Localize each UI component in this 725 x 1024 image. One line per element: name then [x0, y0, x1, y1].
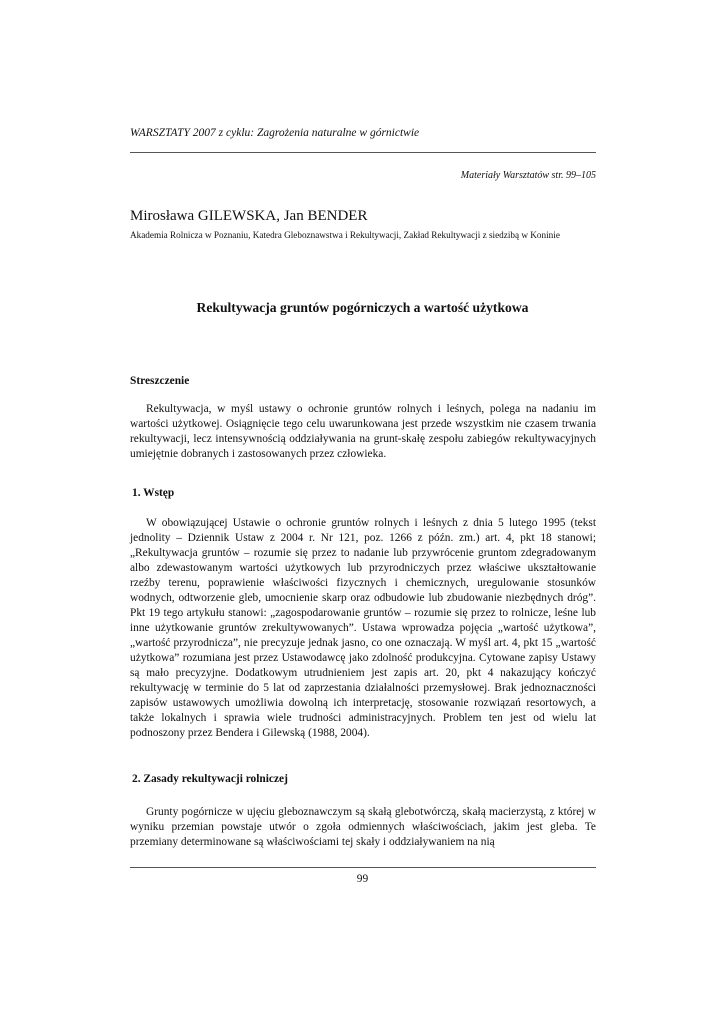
abstract-text: Rekultywacja, w myśl ustawy o ochronie gruntów rolnych i leśnych, polega na nadaniu im wartości użytkowej. Osiągnięcie tego celu uwarunkowana jest przede wszystkim nie czasem trwania rekultywacji, lecz intensywnością oddziaływania na grunt-skałę zespołu zabiegów rekultywacyjnych umiejętnie dobranych i zastosowanych przez człowieka. — [130, 403, 596, 460]
abstract-heading: Streszczenie — [130, 375, 190, 387]
section-1-text: W obowiązującej Ustawie o ochronie gruntów rolnych i leśnych z dnia 5 lutego 1995 (tekst jednolity – Dziennik Ustaw z 2004 r. Nr 121, poz. 1266 z późn. zm.) art. 4, pkt 18 stanowi; „Rekultywacja gruntów – rozumie się przez to nadanie lub przywrócenie gruntom zdegradowanym albo zdewastowanym wartości użytkowych lub przyrodniczych przez właściwe ukształtowanie rzeźby terenu, poprawienie właściwości fizycznych i chemicznych, uregulowanie stosunków wodnych, odtworzenie gleb, umocnienie skarp oraz odbudowie lub zbudowanie niezbędnych dróg”. Pkt 19 tego artykułu stanowi: „zagospodarowanie gruntów – rozumie się przez to rolnicze, leśne lub inne użytkowanie gruntów zrekultywowanych”. Ustawa wprowadza pojęcia „wartość użytkowa”, „wartość przyrodnicza”, nie precyzuje jednak jasno, co one oznaczają. W myśl art. 4, pkt 15 „wartość użytkowa” rozumiana jest przez Ustawodawcę jako zdolność produkcyjna. Cytowane zapisy Ustawy są mało precyzyjne. Dodatkowym utrudnieniem jest zapis art. 20, pkt 4 nakazujący kończyć rekultywację w terminie do 5 lat od zaprzestania działalności przemysłowej. Brak jednoznaczności zapisów ustawowych umożliwia dowolną ich interpretację, stosowanie rozwiązań resortowych, a także lokalnych i sprawia wiele trudności administracyjnych. Problem ten jest od wielu lat podnoszony przez Bendera i Gilewską (1988, 2004). — [130, 517, 596, 739]
affiliation: Akademia Rolnicza w Poznaniu, Katedra Gleboznawstwa i Rekultywacji, Zakład Rekultywacji z siedzibą w Koninie — [130, 230, 560, 240]
series-title: WARSZTATY 2007 z cyklu: Zagrożenia naturalne w górnictwie — [130, 127, 420, 139]
paper-title: Rekultywacja gruntów pogórniczych a wartość użytkowa — [196, 300, 529, 315]
page-number: 99 — [356, 873, 369, 885]
header-rule — [130, 152, 596, 153]
footer-rule — [130, 867, 596, 868]
section-2-heading: 2. Zasady rekultywacji rolniczej — [132, 773, 288, 785]
section-2-text: Grunty pogórnicze w ujęciu gleboznawczym są skałą glebotwórczą, skałą macierzystą, z której w wyniku przemian powstaje utwór o zgoła odmiennych właściwościach, jakim jest gleba. Te przemiany determinowane są właściwościami tej skały i oddziaływaniem na nią — [130, 806, 596, 848]
section-1-heading: 1. Wstęp — [132, 487, 175, 499]
materials-reference: Materiały Warsztatów str. 99–105 — [460, 170, 596, 181]
authors: Mirosława GILEWSKA, Jan BENDER — [130, 208, 368, 224]
